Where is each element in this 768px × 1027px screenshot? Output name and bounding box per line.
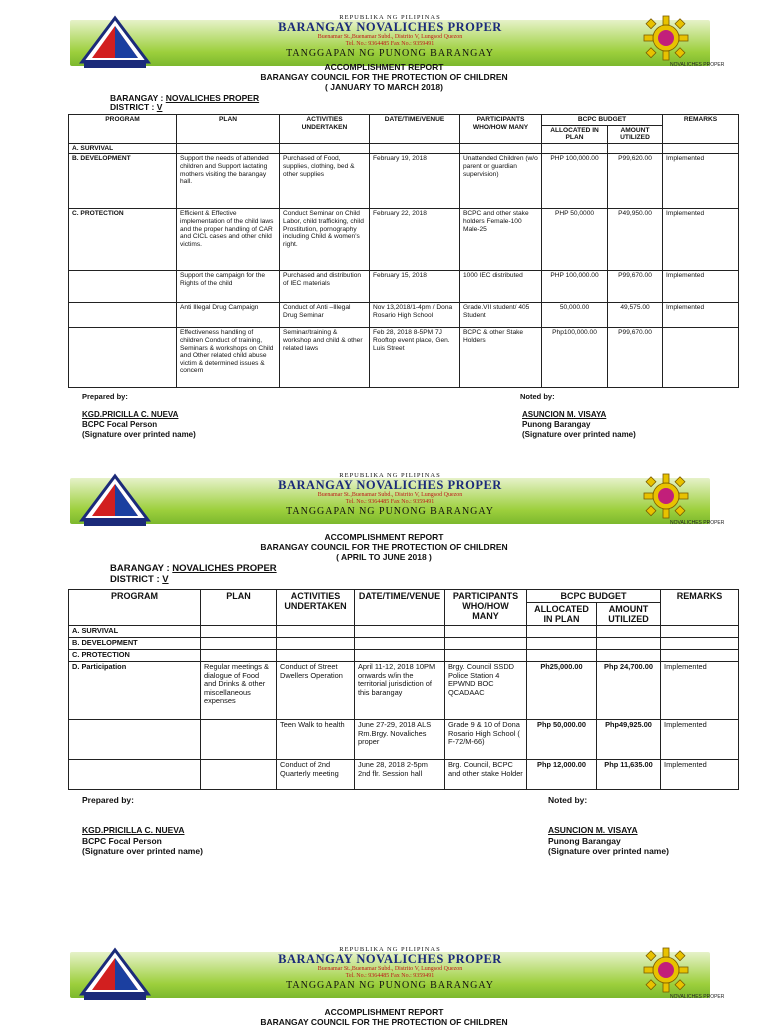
cell-activities: Teen Walk to health	[277, 720, 355, 760]
col-activities: ACTIVITIES UNDERTAKEN	[280, 115, 370, 144]
prepared-role: BCPC Focal Person	[82, 835, 162, 846]
cell-utilized	[597, 650, 661, 662]
barangay-value: NOVALICHES PROPER	[165, 93, 260, 103]
table-row	[69, 650, 739, 662]
table-row	[69, 760, 739, 790]
table-row	[69, 328, 739, 388]
seal-right-caption: NOVALICHES PROPER	[670, 994, 725, 1000]
cell-activities: Conduct of Street Dwellers Operation	[277, 662, 355, 720]
report1-meta	[110, 94, 259, 112]
report2-table	[68, 589, 739, 790]
cell-utilized	[597, 626, 661, 638]
district-label: DISTRICT :	[110, 574, 160, 585]
letterhead-banner	[70, 470, 725, 528]
col-utilized: AMOUNT UTILIZED	[597, 603, 661, 626]
cell-program: B. DEVELOPMENT	[69, 154, 177, 209]
table-row	[69, 271, 739, 303]
col-plan: PLAN	[201, 590, 277, 626]
cell-utilized: Php 24,700.00	[597, 662, 661, 720]
barangay-name: BARANGAY NOVALICHES PROPER	[278, 20, 502, 34]
cell-activities	[277, 650, 355, 662]
cell-remarks: Implemented	[661, 760, 739, 790]
letterhead-text	[70, 470, 710, 518]
col-remarks: REMARKS	[663, 115, 739, 144]
cell-remarks: Implemented	[663, 154, 739, 209]
letterhead-text	[70, 944, 710, 992]
cell-participants	[445, 638, 527, 650]
report3-title-line1: ACCOMPLISHMENT REPORT	[324, 1007, 444, 1017]
cell-remarks: Implemented	[661, 662, 739, 720]
barangay-telephone: Tel. No.: 9364485 Fax No.: 9359491	[345, 499, 435, 505]
cell-program: C. PROTECTION	[69, 209, 177, 271]
cell-allocated: Php100,000.00	[542, 328, 608, 388]
cell-allocated: PHP 100,000.00	[542, 154, 608, 209]
col-date: DATE/TIME/VENUE	[370, 115, 460, 144]
cell-date	[355, 638, 445, 650]
cell-program	[69, 720, 201, 760]
noted-role: Punong Barangay	[522, 420, 591, 429]
report2-title-line1: ACCOMPLISHMENT REPORT	[324, 532, 444, 542]
barangay-address: Buenamar St.,Buenamar Subd., Distrito V, Lungsod Quezon	[317, 966, 463, 972]
col-activities: ACTIVITIES UNDERTAKEN	[277, 590, 355, 626]
seal-right-caption: NOVALICHES PROPER	[670, 62, 725, 68]
cell-program	[69, 271, 177, 303]
cell-activities: Conduct of 2nd Quarterly meeting	[277, 760, 355, 790]
cell-date: Nov 13,2018/1-4pm / Dona Rosario High School	[370, 303, 460, 328]
cell-program	[69, 328, 177, 388]
report1-noted-label: Noted by:	[520, 392, 555, 401]
cell-participants: BCPC and other stake holders Female-100 Male-25	[460, 209, 542, 271]
col-plan: PLAN	[177, 115, 280, 144]
noted-name: ASUNCION M. VISAYA	[522, 410, 607, 419]
letterhead-text	[70, 12, 710, 60]
cell-participants	[445, 626, 527, 638]
cell-date: June 28, 2018 2-5pm 2nd flr. Session hall	[355, 760, 445, 790]
cell-participants: Brgy. Council SSDD Police Station 4 EPWND BOC QCADAAC	[445, 662, 527, 720]
district-value: V	[162, 574, 169, 585]
cell-plan	[177, 143, 280, 154]
cell-plan	[201, 650, 277, 662]
report1-prepared-block	[82, 410, 196, 440]
cell-participants	[445, 650, 527, 662]
noted-note: (Signature over printed name)	[522, 430, 636, 439]
cell-allocated	[527, 638, 597, 650]
col-program: PROGRAM	[69, 590, 201, 626]
cell-plan: Anti Illegal Drug Campaign	[177, 303, 280, 328]
cell-utilized	[597, 638, 661, 650]
cell-remarks: Implemented	[663, 271, 739, 303]
noted-role: Punong Barangay	[548, 835, 621, 846]
cell-date: February 19, 2018	[370, 154, 460, 209]
cell-date	[355, 650, 445, 662]
prepared-note: (Signature over printed name)	[82, 430, 196, 439]
report2-prepared-label: Prepared by:	[82, 795, 134, 805]
report1-title-line2: BARANGAY COUNCIL FOR THE PROTECTION OF CHILDREN	[260, 72, 508, 82]
cell-program: A. SURVIVAL	[69, 143, 177, 154]
cell-allocated	[542, 143, 608, 154]
cell-utilized: Php49,925.00	[597, 720, 661, 760]
cell-allocated: Php 12,000.00	[527, 760, 597, 790]
col-budget: BCPC BUDGET	[527, 590, 661, 603]
republic-label: REPUBLIKA NG PILIPINAS	[339, 472, 441, 479]
col-participants: PARTICIPANTS WHO/HOW MANY	[445, 590, 527, 626]
table-row	[69, 662, 739, 720]
report1-table	[68, 114, 739, 388]
report2-meta	[110, 563, 277, 585]
report3-title	[0, 1007, 768, 1027]
banner-slot-2	[0, 470, 768, 530]
cell-date: February 15, 2018	[370, 271, 460, 303]
cell-plan	[201, 760, 277, 790]
table-row	[69, 720, 739, 760]
cell-allocated: 50,000.00	[542, 303, 608, 328]
cell-activities: Conduct of Anti –Illegal Drug Seminar	[280, 303, 370, 328]
col-allocated: ALLOCATED IN PLAN	[542, 125, 608, 143]
noted-note: (Signature over printed name)	[548, 846, 669, 856]
barangay-name: BARANGAY NOVALICHES PROPER	[278, 952, 502, 966]
col-budget: BCPC BUDGET	[542, 115, 663, 126]
republic-label: REPUBLIKA NG PILIPINAS	[339, 946, 441, 953]
cell-remarks: Implemented	[663, 209, 739, 271]
cell-remarks	[661, 626, 739, 638]
office-name: TANGGAPAN NG PUNONG BARANGAY	[286, 48, 494, 59]
barangay-label: BARANGAY :	[110, 93, 164, 103]
cell-participants	[460, 143, 542, 154]
col-program: PROGRAM	[69, 115, 177, 144]
cell-date: February 22, 2018	[370, 209, 460, 271]
col-remarks: REMARKS	[661, 590, 739, 626]
barangay-label: BARANGAY :	[110, 563, 170, 574]
report1-title	[0, 62, 768, 92]
prepared-name: KGD.PRICILLA C. NUEVA	[82, 410, 179, 419]
cell-participants: Grade 9 & 10 of Dona Rosario High School ( F-72/M-66)	[445, 720, 527, 760]
report1-period: ( JANUARY TO MARCH 2018)	[325, 82, 443, 92]
cell-program: C. PROTECTION	[69, 650, 201, 662]
report2-prepared-block	[82, 825, 203, 857]
cell-plan	[201, 638, 277, 650]
cell-plan: Support the needs of attended children and Support lactating mothers visiting the barangay hall.	[177, 154, 280, 209]
cell-utilized: Php 11,635.00	[597, 760, 661, 790]
cell-program	[69, 760, 201, 790]
table-row	[69, 143, 739, 154]
cell-plan: Regular meetings & dialogue of Food and Drinks & other miscellaneous expenses	[201, 662, 277, 720]
prepared-note: (Signature over printed name)	[82, 846, 203, 856]
table-row	[69, 638, 739, 650]
report2-title	[0, 532, 768, 562]
cell-activities: Purchased and distribution of IEC materials	[280, 271, 370, 303]
prepared-role: BCPC Focal Person	[82, 420, 158, 429]
cell-remarks	[661, 650, 739, 662]
cell-program: D. Participation	[69, 662, 201, 720]
cell-utilized: P99,670.00	[608, 328, 663, 388]
barangay-telephone: Tel. No.: 9364485 Fax No.: 9359491	[345, 973, 435, 979]
report2-title-line2: BARANGAY COUNCIL FOR THE PROTECTION OF CHILDREN	[260, 542, 508, 552]
cell-utilized: P99,620.00	[608, 154, 663, 209]
district-label: DISTRICT :	[110, 102, 155, 112]
barangay-address: Buenamar St.,Buenamar Subd., Distrito V, Lungsod Quezon	[317, 492, 463, 498]
office-name: TANGGAPAN NG PUNONG BARANGAY	[286, 980, 494, 991]
col-utilized: AMOUNT UTILIZED	[608, 125, 663, 143]
banner-slot-3	[0, 944, 768, 1004]
cell-allocated: PHP 100,000.00	[542, 271, 608, 303]
cell-participants: 1000 IEC distributed	[460, 271, 542, 303]
cell-plan: Effectiveness handling of children Conduct of training, Seminars & workshops on Child and Other related child abuse victim & determined issues & concern	[177, 328, 280, 388]
col-allocated: ALLOCATED IN PLAN	[527, 603, 597, 626]
cell-remarks: Implemented	[663, 303, 739, 328]
cell-activities	[280, 143, 370, 154]
col-date: DATE/TIME/VENUE	[355, 590, 445, 626]
cell-plan: Efficient & Effective implementation of the child laws and the proper handling of CAR and CICL cases and other child victims.	[177, 209, 280, 271]
cell-remarks	[661, 638, 739, 650]
cell-plan	[201, 626, 277, 638]
report1-prepared-label: Prepared by:	[82, 392, 128, 401]
seal-right-caption: NOVALICHES PROPER	[670, 520, 725, 526]
cell-remarks	[663, 328, 739, 388]
report2-period: ( APRIL TO JUNE 2018 )	[336, 552, 432, 562]
cell-allocated: Ph25,000.00	[527, 662, 597, 720]
noted-name: ASUNCION M. VISAYA	[548, 825, 638, 835]
letterhead-banner	[70, 944, 725, 1002]
cell-remarks	[663, 143, 739, 154]
cell-activities: Seminar/training & workshop and child & other related laws	[280, 328, 370, 388]
cell-program: B. DEVELOPMENT	[69, 638, 201, 650]
cell-date	[370, 143, 460, 154]
cell-date: April 11-12, 2018 10PM onwards w/in the territorial jurisdiction of this barangay	[355, 662, 445, 720]
cell-utilized: P99,670.00	[608, 271, 663, 303]
cell-program: A. SURVIVAL	[69, 626, 201, 638]
cell-date: Feb 28, 2018 8-5PM 7J Rooftop event place, Gen. Luis Street	[370, 328, 460, 388]
report1-title-line1: ACCOMPLISHMENT REPORT	[324, 62, 444, 72]
cell-activities	[277, 638, 355, 650]
cell-date	[355, 626, 445, 638]
table-row	[69, 209, 739, 271]
cell-date: June 27-29, 2018 ALS Rm.Brgy. Novaliches proper	[355, 720, 445, 760]
barangay-address: Buenamar St.,Buenamar Subd., Distrito V, Lungsod Quezon	[317, 34, 463, 40]
district-value: V	[156, 102, 163, 112]
cell-allocated	[527, 626, 597, 638]
cell-allocated: PHP 50,0000	[542, 209, 608, 271]
republic-label: REPUBLIKA NG PILIPINAS	[339, 14, 441, 21]
cell-activities	[277, 626, 355, 638]
report1-noted-block	[522, 410, 636, 440]
cell-activities: Purchased of Food, supplies, clothing, bed & other supplies	[280, 154, 370, 209]
cell-utilized: 49,575.00	[608, 303, 663, 328]
cell-participants: BCPC & other Stake Holders	[460, 328, 542, 388]
prepared-name: KGD.PRICILLA C. NUEVA	[82, 825, 185, 835]
table-row	[69, 154, 739, 209]
report2-noted-label: Noted by:	[548, 795, 588, 805]
cell-participants: Brg. Council, BCPC and other stake Holder	[445, 760, 527, 790]
cell-participants: Grade.VII student/ 405 Student	[460, 303, 542, 328]
col-participants: PARTICIPANTS WHO/HOW MANY	[460, 115, 542, 144]
table-row	[69, 626, 739, 638]
barangay-name: BARANGAY NOVALICHES PROPER	[278, 478, 502, 492]
cell-participants: Unattended Children (w/o parent or guardian supervision)	[460, 154, 542, 209]
report2-noted-block	[548, 825, 669, 857]
cell-plan: Support the campaign for the Rights of the child	[177, 271, 280, 303]
cell-utilized	[608, 143, 663, 154]
office-name: TANGGAPAN NG PUNONG BARANGAY	[286, 506, 494, 517]
cell-program	[69, 303, 177, 328]
cell-utilized: P49,950.00	[608, 209, 663, 271]
cell-allocated: Php 50,000.00	[527, 720, 597, 760]
table-row	[69, 303, 739, 328]
cell-plan	[201, 720, 277, 760]
cell-remarks: Implemented	[661, 720, 739, 760]
report3-title-line2: BARANGAY COUNCIL FOR THE PROTECTION OF CHILDREN	[260, 1017, 508, 1027]
barangay-value: NOVALICHES PROPER	[172, 563, 277, 574]
barangay-telephone: Tel. No.: 9364485 Fax No.: 9359491	[345, 41, 435, 47]
cell-activities: Conduct Seminar on Child Labor, child trafficking, child Prostitution, pornography including Child & women's right.	[280, 209, 370, 271]
cell-allocated	[527, 650, 597, 662]
